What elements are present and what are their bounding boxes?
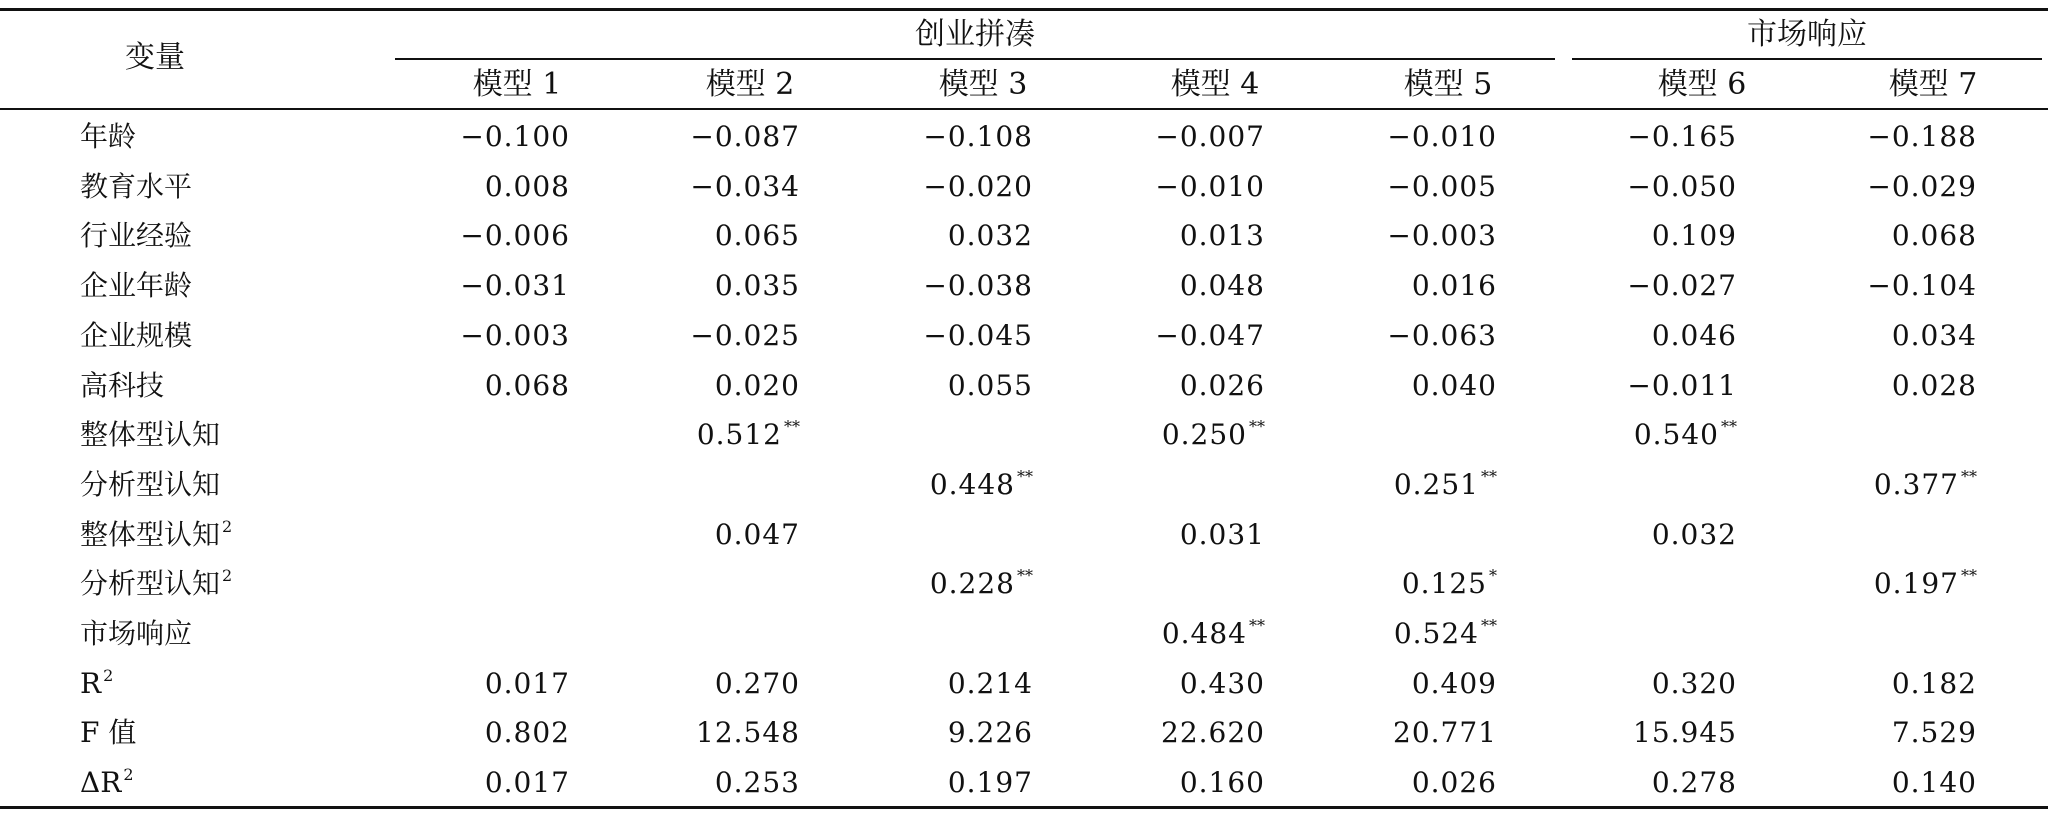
table-row: [0, 758, 2048, 808]
significance-stars: **: [1721, 417, 1737, 437]
significance-stars: **: [1961, 466, 1977, 486]
row-label-text: 市场响应: [80, 617, 193, 650]
table-cell-model-3: [853, 758, 1033, 808]
cell-value: 0.270: [714, 666, 800, 700]
cell-value: 0.031: [1179, 517, 1265, 551]
cell-value: −0.006: [460, 219, 570, 253]
table-cell-model-3: [853, 112, 1033, 162]
model-2-header: 模型 2: [705, 67, 795, 102]
significance-stars: **: [1481, 466, 1497, 486]
cell-value: 9.226: [947, 716, 1033, 750]
cell-value: −0.007: [1155, 120, 1265, 153]
table-cell-model-5: [1317, 112, 1497, 162]
table-cell-model-3: [853, 460, 1033, 510]
row-label: [80, 510, 410, 560]
table-row: [0, 112, 2048, 162]
cell-value: −0.063: [1387, 318, 1497, 352]
group-rule-entrepreneurial-bricolage: [395, 58, 1555, 60]
table-cell-model-6: [1557, 112, 1737, 162]
table-cell-model-5: [1317, 460, 1497, 510]
table-cell-model-7: [1797, 211, 1977, 261]
significance-stars: **: [1017, 566, 1033, 586]
table-row: [0, 609, 2048, 659]
cell-value: −0.038: [923, 269, 1033, 303]
table-row: [0, 510, 2048, 560]
table-cell-model-3: [853, 211, 1033, 261]
cell-value: −0.003: [1387, 219, 1497, 253]
row-label-text: R: [80, 666, 102, 700]
cell-value: 0.068: [1891, 219, 1977, 253]
cell-value: 0.034: [1891, 318, 1977, 352]
cell-value: −0.034: [690, 169, 800, 203]
significance-stars: *: [1489, 566, 1497, 586]
row-label: [80, 410, 410, 460]
table-cell-model-2: [620, 112, 800, 162]
table-cell-model-2: [620, 162, 800, 212]
variable-header: 变量: [125, 40, 185, 75]
table-row: [0, 708, 2048, 758]
model-7-header: 模型 7: [1888, 67, 1978, 102]
cell-value: 0.251: [1393, 467, 1479, 501]
table-cell-model-5: [1317, 211, 1497, 261]
table-cell-model-5: [1317, 708, 1497, 758]
cell-value: −0.011: [1627, 368, 1737, 402]
table-cell-model-2: [620, 261, 800, 311]
table-cell-model-4: [1085, 211, 1265, 261]
table-cell-model-1: [390, 261, 570, 311]
cell-value: 7.529: [1891, 716, 1977, 750]
table-cell-model-3: [853, 311, 1033, 361]
table-row: [0, 410, 2048, 460]
cell-value: 0.040: [1411, 368, 1497, 402]
cell-value: −0.104: [1867, 269, 1977, 303]
cell-value: −0.010: [1155, 169, 1265, 203]
row-label-text: F 值: [80, 716, 137, 750]
table-cell-model-7: [1797, 361, 1977, 411]
cell-value: 0.160: [1179, 766, 1265, 800]
significance-stars: **: [1249, 417, 1265, 437]
row-label: [80, 162, 410, 212]
cell-value: 0.540: [1633, 418, 1719, 452]
table-cell-model-5: [1317, 559, 1497, 609]
cell-value: −0.020: [923, 169, 1033, 203]
cell-value: 0.055: [947, 368, 1033, 402]
cell-value: 0.125: [1401, 567, 1487, 601]
cell-value: 0.250: [1161, 418, 1247, 452]
cell-value: 0.320: [1651, 666, 1737, 700]
table-row: [0, 659, 2048, 709]
cell-value: 0.197: [1873, 567, 1959, 601]
table-cell-model-4: [1085, 162, 1265, 212]
table-cell-model-6: [1557, 510, 1737, 560]
cell-value: 0.377: [1873, 467, 1959, 501]
cell-value: 0.182: [1891, 666, 1977, 700]
table-cell-model-2: [620, 311, 800, 361]
cell-value: −0.100: [460, 120, 570, 153]
table-cell-model-7: [1797, 261, 1977, 311]
table-cell-model-7: [1797, 112, 1977, 162]
cell-value: 0.065: [714, 219, 800, 253]
table-cell-model-4: [1085, 112, 1265, 162]
table-cell-model-6: [1557, 361, 1737, 411]
cell-value: −0.165: [1627, 120, 1737, 153]
cell-value: 0.214: [947, 666, 1033, 700]
row-label-text: 分析型认知: [80, 467, 221, 501]
cell-value: 0.048: [1179, 269, 1265, 303]
cell-value: 0.228: [929, 567, 1015, 601]
table-cell-model-4: [1085, 609, 1265, 659]
row-label: [80, 659, 410, 709]
cell-value: 0.197: [947, 766, 1033, 800]
entrepreneurial-bricolage-header: 创业拼凑: [915, 17, 1035, 52]
cell-value: −0.027: [1627, 269, 1737, 303]
row-label-text: 高科技: [80, 368, 165, 402]
cell-value: 0.035: [714, 269, 800, 303]
table-cell-model-7: [1797, 162, 1977, 212]
table-cell-model-2: [620, 659, 800, 709]
table-cell-model-2: [620, 758, 800, 808]
table-row: [0, 162, 2048, 212]
cell-value: 0.409: [1411, 666, 1497, 700]
cell-value: 0.026: [1411, 766, 1497, 800]
cell-value: −0.087: [690, 120, 800, 153]
table-cell-model-3: [853, 708, 1033, 758]
table-cell-model-7: [1797, 758, 1977, 808]
table-cell-model-1: [390, 659, 570, 709]
table-row: [0, 211, 2048, 261]
table-cell-model-5: [1317, 659, 1497, 709]
cell-value: 0.802: [484, 716, 570, 750]
table-cell-model-3: [853, 361, 1033, 411]
row-label: [80, 112, 410, 162]
table-cell-model-6: [1557, 410, 1737, 460]
table-cell-model-1: [390, 708, 570, 758]
table-row: [0, 460, 2048, 510]
cell-value: −0.045: [923, 318, 1033, 352]
row-label-superscript: 2: [222, 516, 233, 536]
cell-value: −0.108: [923, 120, 1033, 153]
table-cell-model-4: [1085, 311, 1265, 361]
table-cell-model-5: [1317, 609, 1497, 659]
row-label-superscript: 2: [103, 665, 114, 685]
table-cell-model-1: [390, 162, 570, 212]
row-label: [80, 460, 410, 510]
table-cell-model-2: [620, 211, 800, 261]
table-cell-model-1: [390, 758, 570, 808]
table-cell-model-2: [620, 361, 800, 411]
table-cell-model-6: [1557, 708, 1737, 758]
table-row: [0, 361, 2048, 411]
cell-value: 0.484: [1161, 617, 1247, 650]
table-cell-model-6: [1557, 261, 1737, 311]
cell-value: 0.140: [1891, 766, 1977, 800]
table-cell-model-7: [1797, 460, 1977, 510]
cell-value: 0.032: [1651, 517, 1737, 551]
cell-value: 15.945: [1633, 716, 1737, 750]
table-cell-model-3: [853, 559, 1033, 609]
cell-value: −0.010: [1387, 120, 1497, 153]
significance-stars: **: [784, 417, 800, 437]
cell-value: 0.253: [714, 766, 800, 800]
table-cell-model-5: [1317, 162, 1497, 212]
significance-stars: **: [1961, 566, 1977, 586]
row-label: [80, 708, 410, 758]
table-cell-model-5: [1317, 311, 1497, 361]
table-cell-model-3: [853, 162, 1033, 212]
cell-value: 0.524: [1393, 617, 1479, 650]
table-cell-model-1: [390, 112, 570, 162]
table-cell-model-5: [1317, 361, 1497, 411]
cell-value: 0.512: [696, 418, 782, 452]
cell-value: 0.047: [714, 517, 800, 551]
row-label: [80, 361, 410, 411]
row-label-text: 教育水平: [80, 169, 193, 203]
table-cell-model-6: [1557, 211, 1737, 261]
cell-value: 0.109: [1651, 219, 1737, 253]
table-cell-model-2: [620, 410, 800, 460]
cell-value: 22.620: [1161, 716, 1265, 750]
row-label-superscript: 2: [123, 765, 134, 785]
table-header-rule: [0, 108, 2048, 110]
model-6-header: 模型 6: [1657, 67, 1747, 102]
table-cell-model-5: [1317, 261, 1497, 311]
cell-value: 0.016: [1411, 269, 1497, 303]
cell-value: 20.771: [1393, 716, 1497, 750]
significance-stars: **: [1249, 616, 1265, 635]
cell-value: 0.013: [1179, 219, 1265, 253]
cell-value: 0.430: [1179, 666, 1265, 700]
table-cell-model-2: [620, 708, 800, 758]
row-label-superscript: 2: [222, 566, 233, 586]
table-cell-model-4: [1085, 758, 1265, 808]
table-cell-model-4: [1085, 261, 1265, 311]
table-cell-model-5: [1317, 758, 1497, 808]
cell-value: 0.017: [484, 766, 570, 800]
table-cell-model-4: [1085, 361, 1265, 411]
cell-value: 0.017: [484, 666, 570, 700]
market-response-header: 市场响应: [1747, 17, 1867, 52]
cell-value: −0.029: [1867, 169, 1977, 203]
cell-value: −0.031: [460, 269, 570, 303]
cell-value: −0.047: [1155, 318, 1265, 352]
row-label-text: 企业规模: [80, 318, 193, 352]
model-1-header: 模型 1: [472, 67, 562, 102]
table-cell-model-3: [853, 261, 1033, 311]
cell-value: 0.020: [714, 368, 800, 402]
row-label-text: 分析型认知: [80, 567, 221, 601]
cell-value: 0.026: [1179, 368, 1265, 402]
cell-value: −0.025: [690, 318, 800, 352]
table-cell-model-2: [620, 510, 800, 560]
model-3-header: 模型 3: [938, 67, 1028, 102]
table-cell-model-6: [1557, 758, 1737, 808]
model-4-header: 模型 4: [1170, 67, 1260, 102]
cell-value: 0.008: [484, 169, 570, 203]
cell-value: 0.448: [929, 467, 1015, 501]
row-label-text: 整体型认知: [80, 517, 221, 551]
row-label-text: ΔR: [80, 766, 122, 800]
table-cell-model-7: [1797, 311, 1977, 361]
table-cell-model-4: [1085, 659, 1265, 709]
significance-stars: **: [1017, 466, 1033, 486]
row-label-text: 企业年龄: [80, 269, 193, 303]
table-cell-model-1: [390, 361, 570, 411]
row-label: [80, 261, 410, 311]
table-cell-model-4: [1085, 410, 1265, 460]
table-cell-model-7: [1797, 559, 1977, 609]
table-row: [0, 311, 2048, 361]
row-label: [80, 311, 410, 361]
table-cell-model-4: [1085, 510, 1265, 560]
row-label: [80, 559, 410, 609]
cell-value: 0.046: [1651, 318, 1737, 352]
group-rule-market-response: [1572, 58, 2042, 60]
significance-stars: **: [1481, 616, 1497, 635]
model-5-header: 模型 5: [1403, 67, 1493, 102]
cell-value: −0.050: [1627, 169, 1737, 203]
cell-value: −0.188: [1867, 120, 1977, 153]
table-cell-model-6: [1557, 162, 1737, 212]
table-top-rule: [0, 8, 2048, 11]
table-cell-model-6: [1557, 311, 1737, 361]
row-label: [80, 758, 410, 808]
table-cell-model-7: [1797, 659, 1977, 709]
table-cell-model-4: [1085, 708, 1265, 758]
cell-value: 0.028: [1891, 368, 1977, 402]
table-cell-model-6: [1557, 659, 1737, 709]
row-label-text: 行业经验: [80, 219, 193, 253]
table-row: [0, 559, 2048, 609]
cell-value: 0.278: [1651, 766, 1737, 800]
cell-value: −0.005: [1387, 169, 1497, 203]
table-cell-model-7: [1797, 708, 1977, 758]
row-label-text: 年龄: [80, 120, 137, 153]
row-label: [80, 609, 410, 659]
cell-value: 0.032: [947, 219, 1033, 253]
table-cell-model-1: [390, 211, 570, 261]
cell-value: −0.003: [460, 318, 570, 352]
table-cell-model-3: [853, 659, 1033, 709]
row-label: [80, 211, 410, 261]
cell-value: 12.548: [696, 716, 800, 750]
table-cell-model-1: [390, 311, 570, 361]
row-label-text: 整体型认知: [80, 418, 221, 452]
table-row: [0, 261, 2048, 311]
cell-value: 0.068: [484, 368, 570, 402]
